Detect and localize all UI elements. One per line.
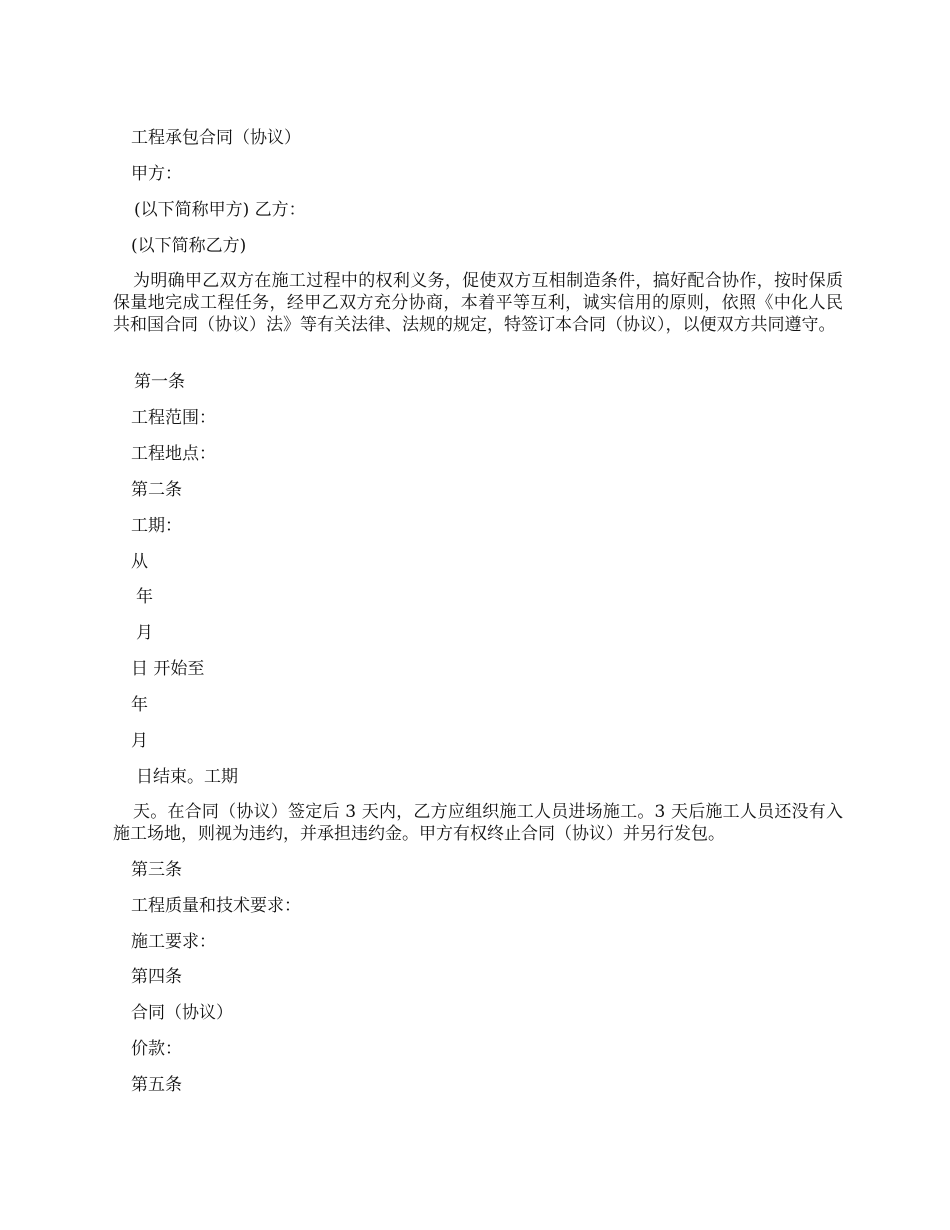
article-4-heading: 第四条 bbox=[131, 967, 182, 987]
construction-period-label: 工期： bbox=[131, 516, 182, 536]
project-scope-label: 工程范围： bbox=[131, 408, 216, 428]
party-b-alias: (以下简称乙方) bbox=[131, 236, 247, 256]
period-start-month: 月 bbox=[136, 623, 153, 643]
article-5-heading: 第五条 bbox=[131, 1075, 182, 1095]
period-details-paragraph: 天。在合同（协议）签定后 3 天内，乙方应组织施工人员进场施工。3 天后施工人员还没有入施工场地，则视为违约，并承担违约金。甲方有权终止合同（协议）并另行发包。 bbox=[113, 802, 843, 844]
period-start-day: 日 开始至 bbox=[131, 659, 205, 679]
article-2-heading: 第二条 bbox=[131, 480, 182, 500]
preamble-paragraph: 为明确甲乙双方在施工过程中的权利义务，促使双方互相制造条件，搞好配合协作，按时保质保量地完成工程任务，经甲乙双方充分协商，本着平等互利，诚实信用的原则，依照《中化人民共和国合同（协议）法》等有关法律、法规的规定，特签订本合同（协议），以便双方共同遵守。 bbox=[113, 271, 843, 335]
article-3-heading: 第三条 bbox=[131, 860, 182, 880]
party-a-alias-party-b-label: (以下简称甲方) 乙方： bbox=[134, 200, 306, 220]
contract-label: 合同（协议） bbox=[131, 1003, 233, 1023]
party-a-label: 甲方： bbox=[131, 164, 182, 184]
period-start-year: 年 bbox=[136, 587, 153, 607]
period-end-month: 月 bbox=[131, 731, 148, 751]
construction-requirements-label: 施工要求： bbox=[131, 932, 216, 952]
article-1-heading: 第一条 bbox=[134, 372, 185, 392]
period-end-year: 年 bbox=[131, 695, 148, 715]
contract-title: 工程承包合同（协议） bbox=[131, 128, 301, 148]
period-from: 从 bbox=[131, 552, 148, 572]
project-location-label: 工程地点： bbox=[131, 444, 216, 464]
price-label: 价款： bbox=[131, 1039, 182, 1059]
quality-requirements-label: 工程质量和技术要求： bbox=[131, 896, 301, 916]
period-end-day: 日结束。工期 bbox=[136, 767, 238, 787]
